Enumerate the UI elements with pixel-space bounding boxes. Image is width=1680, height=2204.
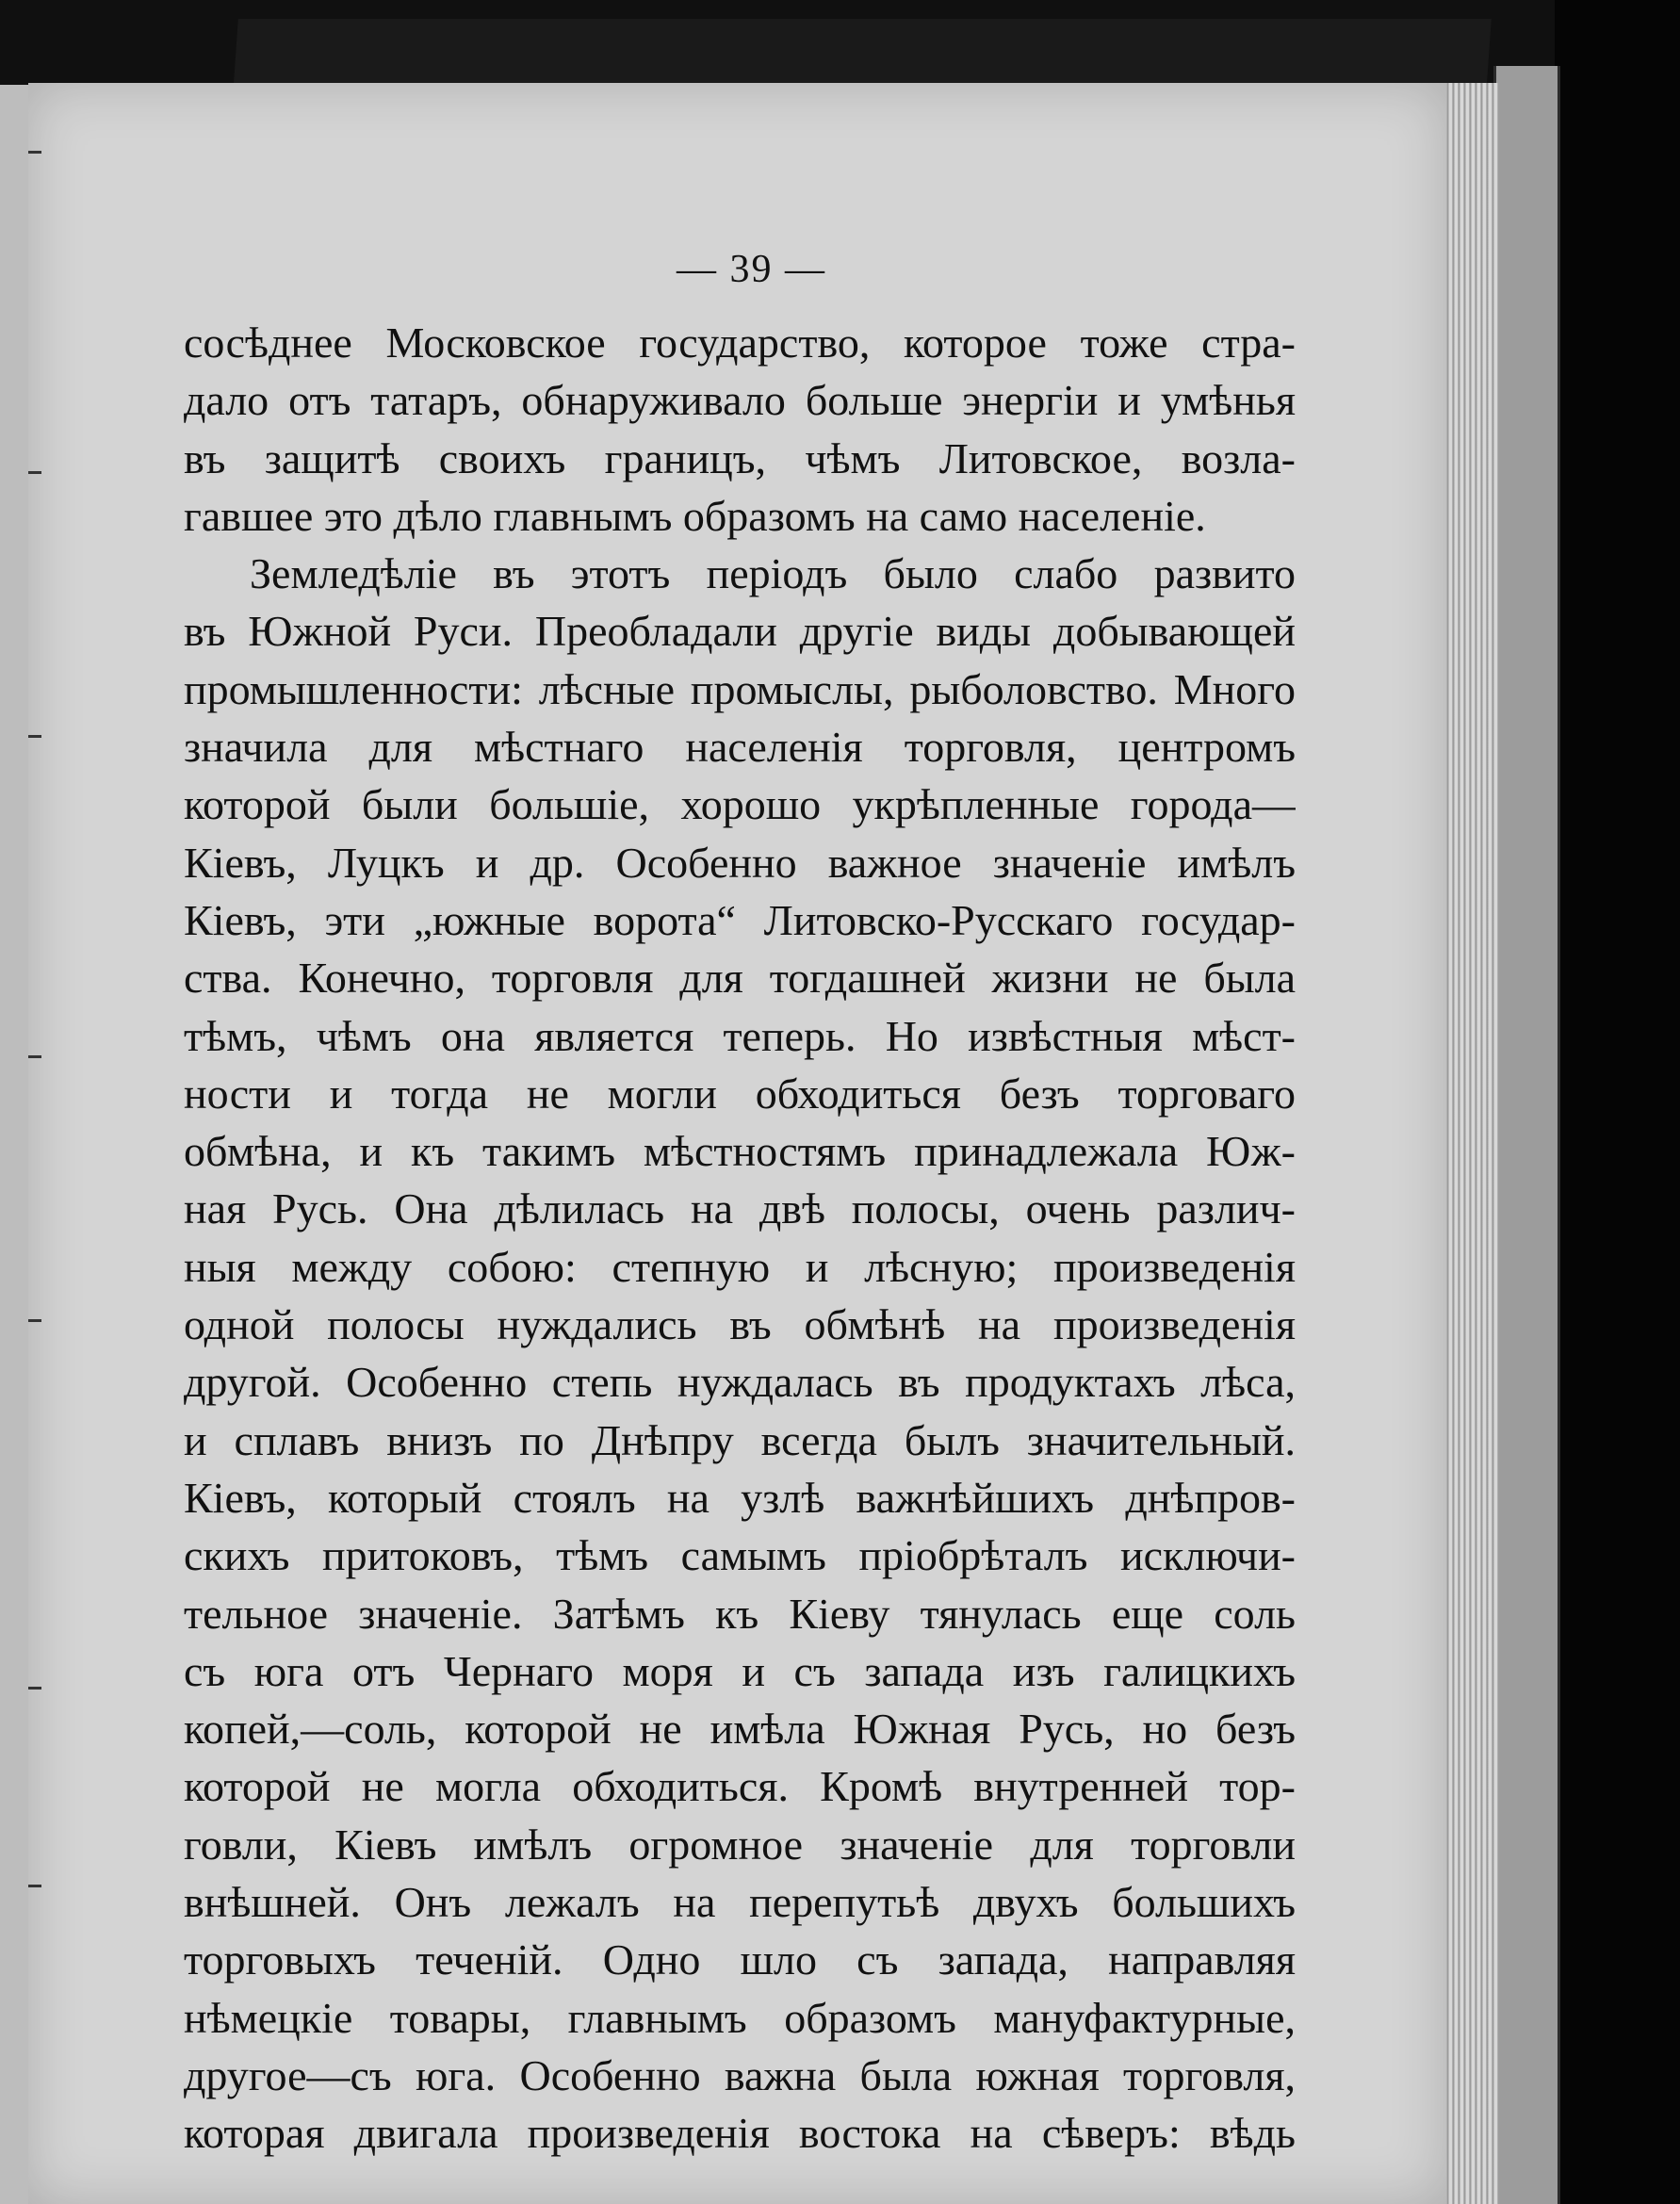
text-line: Кіевъ, эти „южные ворота“ Литовско-Русскаго государ- <box>184 895 1296 944</box>
text-line: и сплавъ внизъ по Днѣпру всегда былъ значительный. <box>184 1415 1296 1464</box>
body-text <box>184 314 1296 2163</box>
binding-stitch-marks <box>28 113 41 2186</box>
text-line: Кіевъ, который стоялъ на узлѣ важнѣйшихъ днѣпров- <box>184 1473 1296 1522</box>
stitch-mark <box>28 1319 41 1322</box>
text-line: съ юга отъ Чернаго моря и съ запада изъ галицкихъ <box>184 1646 1296 1695</box>
text-line: въ защитѣ своихъ границъ, чѣмъ Литовское, возла- <box>184 433 1296 482</box>
text-line: гавшее это дѣло главнымъ образомъ на само населеніе. <box>184 491 1206 540</box>
stitch-mark <box>28 735 41 738</box>
text-line: дало отъ татаръ, обнаруживало больше энергіи и умѣнья <box>184 376 1296 425</box>
stitch-mark <box>28 471 41 474</box>
text-line: Кіевъ, Луцкъ и др. Особенно важное значеніе имѣлъ <box>184 838 1296 887</box>
text-line: которая двигала произведенія востока на сѣверъ: вѣдь <box>184 2109 1296 2158</box>
text-line: скихъ притоковъ, тѣмъ самымъ пріобрѣталъ исключи- <box>184 1531 1296 1580</box>
text-line: говли, Кіевъ имѣлъ огромное значеніе для торговли <box>184 1820 1296 1869</box>
text-line: ства. Конечно, торговля для тогдашней жизни не была <box>184 954 1296 1003</box>
text-line: внѣшней. Онъ лежалъ на перепутьѣ двухъ большихъ <box>184 1878 1296 1927</box>
text-line: другое—съ юга. Особенно важна была южная торговля, <box>184 2050 1296 2099</box>
text-line: сосѣднее Московское государство, которое тоже стра- <box>184 318 1296 367</box>
text-line: промышленности: лѣсные промыслы, рыболовство. Много <box>184 664 1296 713</box>
facing-page-strip <box>0 85 31 2204</box>
text-line: другой. Особенно степь нуждалась въ продуктахъ лѣса, <box>184 1358 1296 1407</box>
text-line: торговыхъ теченій. Одно шло съ запада, направляя <box>184 1935 1296 1984</box>
stitch-mark <box>28 1055 41 1058</box>
stitch-mark <box>28 151 41 154</box>
page-number: — 39 — <box>677 248 826 291</box>
text-line: которой не могла обходиться. Кромѣ внутренней тор- <box>184 1762 1296 1811</box>
text-line: тѣмъ, чѣмъ она является теперь. Но извѣстныя мѣст- <box>184 1011 1296 1060</box>
stitch-mark <box>28 1687 41 1690</box>
text-line: Земледѣліе въ этотъ періодъ было слабо развито <box>250 549 1296 598</box>
text-line: обмѣна, и къ такимъ мѣстностямъ принадлежала Юж- <box>184 1127 1296 1176</box>
text-line: которой были большіе, хорошо укрѣпленные города— <box>184 780 1296 829</box>
text-line: ныя между собою: степную и лѣсную; произведенія <box>184 1242 1296 1291</box>
text-line: ная Русь. Она дѣлилась на двѣ полосы, очень различ- <box>184 1184 1296 1233</box>
text-line: нѣмецкіе товары, главнымъ образомъ мануфактурные, <box>184 1993 1296 2042</box>
text-line: тельное значеніе. Затѣмъ къ Кіеву тянулась еще соль <box>184 1589 1296 1638</box>
text-line: одной полосы нуждались въ обмѣнѣ на произведенія <box>184 1300 1296 1349</box>
scan-right-background <box>1555 0 1680 2204</box>
text-line: ности и тогда не могли обходиться безъ торговаго <box>184 1069 1296 1118</box>
text-line: значила для мѣстнаго населенія торговля, центромъ <box>184 723 1296 772</box>
stitch-mark <box>28 1885 41 1887</box>
text-line: копей,—соль, которой не имѣла Южная Русь, но безъ <box>184 1705 1296 1754</box>
book-board-edge <box>1493 66 1560 2204</box>
text-line: въ Южной Руси. Преобладали другіе виды добывающей <box>184 607 1296 656</box>
